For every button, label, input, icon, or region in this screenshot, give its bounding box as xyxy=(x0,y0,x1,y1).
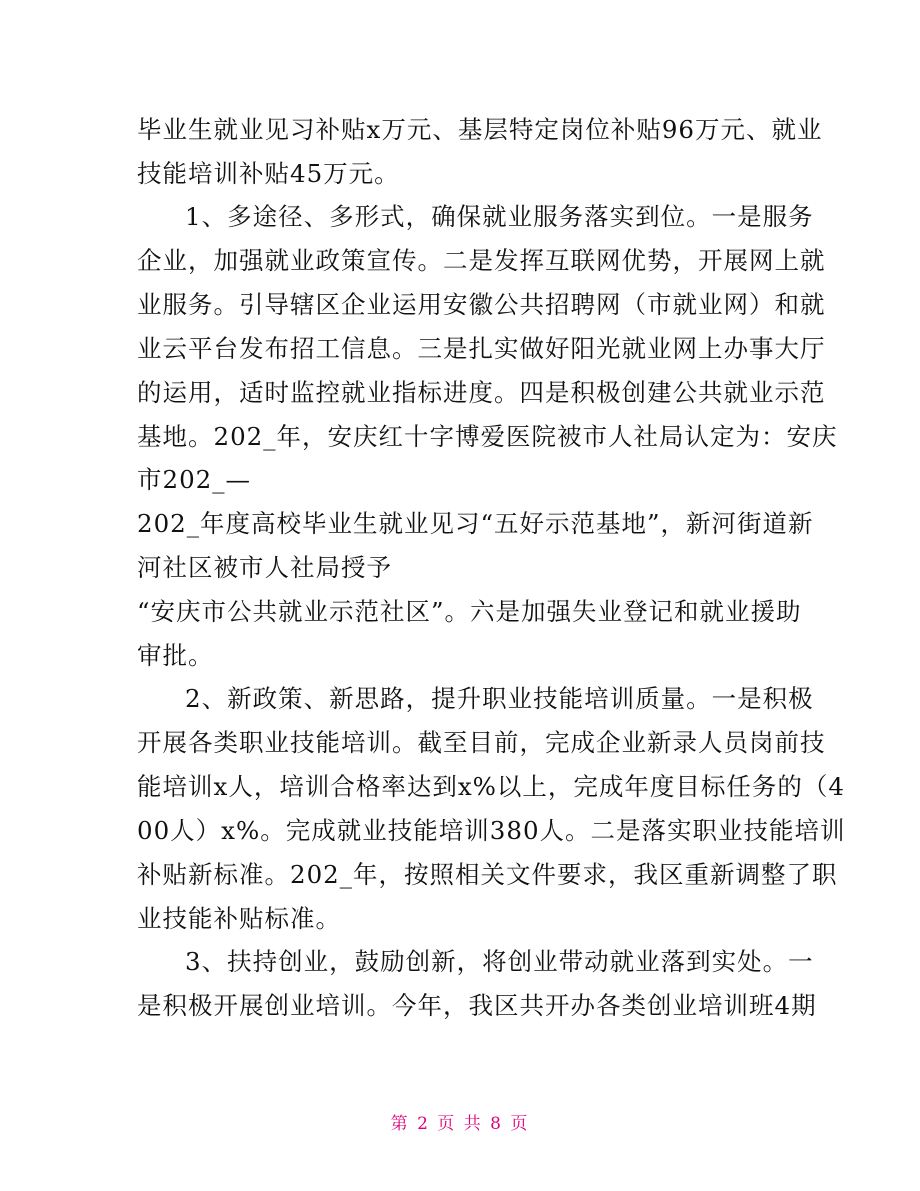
page-number-footer: 第 2 页 共 8 页 xyxy=(390,1114,530,1134)
body-text-line: 审批。 xyxy=(137,641,214,670)
body-text-line: 基地。202_年，安庆红十字博爱医院被市人社局认定为：安庆 xyxy=(137,422,838,451)
paragraph-start-line: 2、新政策、新思路，提升职业技能培训质量。一是积极 xyxy=(185,684,814,713)
body-text-line: 市202_— xyxy=(137,465,252,494)
body-text-line: “安庆市公共就业示范社区”。六是加强失业登记和就业援助 xyxy=(137,597,802,626)
body-text-line: 业云平台发布招工信息。三是扎实做好阳光就业网上办事大厅 xyxy=(137,334,826,363)
body-text-line: 技能培训补贴45万元。 xyxy=(137,159,400,188)
body-text-line: 河社区被市人社局授予 xyxy=(137,553,392,582)
body-text-line: 开展各类职业技能培训。截至目前，完成企业新录人员岗前技 xyxy=(137,728,826,757)
paragraph-start-line: 3、扶持创业，鼓励创新，将创业带动就业落到实处。一 xyxy=(185,947,814,976)
body-text-line: 202_年度高校毕业生就业见习“五好示范基地”，新河街道新 xyxy=(137,509,814,538)
body-text-line: 能培训x人，培训合格率达到x%以上，完成年度目标任务的（4 xyxy=(137,772,845,801)
body-text-line: 业技能补贴标准。 xyxy=(137,904,341,933)
body-text-line: 的运用，适时监控就业指标进度。四是积极创建公共就业示范 xyxy=(137,378,826,407)
body-text-line: 毕业生就业见习补贴x万元、基层特定岗位补贴96万元、就业 xyxy=(137,115,823,144)
body-text-line: 补贴新标准。202_年，按照相关文件要求，我区重新调整了职 xyxy=(137,860,838,889)
body-text-line: 00人）x%。完成就业技能培训380人。二是落实职业技能培训 xyxy=(137,816,846,845)
body-text-line: 是积极开展创业培训。今年，我区共开办各类创业培训班4期 xyxy=(137,991,817,1020)
body-text-line: 企业，加强就业政策宣传。二是发挥互联网优势，开展网上就 xyxy=(137,246,826,275)
paragraph-start-line: 1、多途径、多形式，确保就业服务落实到位。一是服务 xyxy=(185,202,814,231)
body-text-line: 业服务。引导辖区企业运用安徽公共招聘网（市就业网）和就 xyxy=(137,290,826,319)
